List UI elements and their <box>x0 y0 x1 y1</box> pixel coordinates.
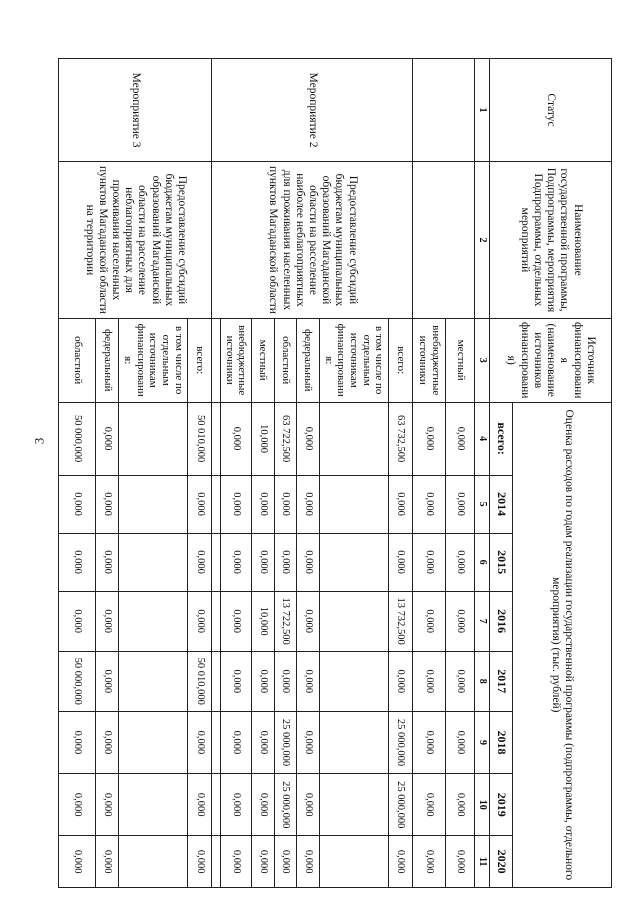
value-cell: 0,000 <box>96 533 119 591</box>
value-cell: 0,000 <box>297 836 320 888</box>
value-cell: 50 000,000 <box>59 402 96 475</box>
value-cell: 0,000 <box>413 711 446 773</box>
column-number: 5 <box>475 475 489 533</box>
header-status: Статус <box>489 59 611 162</box>
value-cell <box>119 591 188 651</box>
value-cell: 0,000 <box>413 836 446 888</box>
value-cell: 25 000,000 <box>274 774 297 836</box>
value-cell: 0,000 <box>220 475 251 533</box>
source-cell: в том числе по отдельным источникам финансирования: <box>320 318 389 402</box>
value-cell <box>212 533 220 591</box>
table-row <box>446 59 475 888</box>
value-cell: 0,000 <box>446 711 475 773</box>
value-cell: 0,000 <box>59 533 96 591</box>
value-cell: 0,000 <box>96 836 119 888</box>
value-cell <box>320 836 389 888</box>
value-cell: 0,000 <box>297 651 320 711</box>
source-cell: всего: <box>187 318 212 402</box>
value-cell: 0,000 <box>251 533 274 591</box>
value-cell: 0,000 <box>274 533 297 591</box>
value-cell: 13 722,500 <box>274 591 297 651</box>
header-total: всего: <box>489 402 512 475</box>
header-year: 2020 <box>489 836 512 888</box>
column-number: 3 <box>475 318 489 402</box>
value-cell: 50 010,000 <box>187 651 212 711</box>
value-cell: 0,000 <box>413 774 446 836</box>
value-cell: 0,000 <box>297 711 320 773</box>
value-cell: 50 010,000 <box>187 402 212 475</box>
column-number: 7 <box>475 591 489 651</box>
value-cell: 0,000 <box>297 533 320 591</box>
value-cell <box>320 711 389 773</box>
value-cell <box>119 402 188 475</box>
value-cell: 0,000 <box>96 711 119 773</box>
value-cell: 0,000 <box>220 774 251 836</box>
value-cell <box>119 836 188 888</box>
value-cell: 0,000 <box>59 836 96 888</box>
value-cell: 0,000 <box>96 591 119 651</box>
value-cell: 0,000 <box>297 774 320 836</box>
value-cell: 0,000 <box>59 475 96 533</box>
value-cell: 0,000 <box>96 402 119 475</box>
column-number-row <box>475 59 489 888</box>
value-cell: 63 732,500 <box>388 402 413 475</box>
header-year: 2018 <box>489 711 512 773</box>
value-cell: 0,000 <box>297 591 320 651</box>
value-cell <box>212 475 220 533</box>
table-row <box>388 59 413 888</box>
value-cell: 0,000 <box>220 533 251 591</box>
value-cell <box>119 711 188 773</box>
name-cell: Предоставление субсидий бюджетам муниципальных образований Магаданской области на расселение наиболее неблагоприятных для проживания населенных пунктов Магаданской области <box>212 162 413 319</box>
value-cell: 0,000 <box>251 836 274 888</box>
value-cell: 25 000,000 <box>388 774 413 836</box>
value-cell <box>119 533 188 591</box>
value-cell: 0,000 <box>251 774 274 836</box>
value-cell: 0,000 <box>220 711 251 773</box>
page-number: 3 <box>31 437 47 445</box>
value-cell <box>212 774 220 836</box>
status-cell: Мероприятие 2 <box>212 59 413 162</box>
status-cell <box>413 59 475 162</box>
column-number: 10 <box>475 774 489 836</box>
value-cell: 0,000 <box>446 475 475 533</box>
budget-table <box>58 58 612 888</box>
value-cell: 0,000 <box>187 533 212 591</box>
value-cell: 0,000 <box>297 475 320 533</box>
source-cell: федеральный <box>96 318 119 402</box>
value-cell: 0,000 <box>446 774 475 836</box>
value-cell: 10,000 <box>251 402 274 475</box>
value-cell: 25 000,000 <box>388 711 413 773</box>
value-cell: 0,000 <box>413 591 446 651</box>
column-number: 2 <box>475 162 489 319</box>
column-number: 9 <box>475 711 489 773</box>
value-cell: 0,000 <box>59 591 96 651</box>
value-cell <box>212 651 220 711</box>
value-cell: 0,000 <box>96 774 119 836</box>
header-name: Наименование государственной программы, Подпрограммы, мероприятия Подпрограммы, отдельных мероприятий <box>489 162 611 319</box>
value-cell: 0,000 <box>251 711 274 773</box>
value-cell: 0,000 <box>446 651 475 711</box>
value-cell: 0,000 <box>274 836 297 888</box>
column-number: 8 <box>475 651 489 711</box>
header-year: 2019 <box>489 774 512 836</box>
source-cell: местный <box>251 318 274 402</box>
value-cell <box>320 533 389 591</box>
source-cell: федеральный <box>297 318 320 402</box>
value-cell: 0,000 <box>446 591 475 651</box>
table-row <box>187 59 212 888</box>
value-cell: 0,000 <box>388 475 413 533</box>
source-cell: местный <box>446 318 475 402</box>
value-cell: 0,000 <box>59 711 96 773</box>
value-cell: 0,000 <box>187 711 212 773</box>
value-cell <box>212 711 220 773</box>
value-cell: 0,000 <box>388 651 413 711</box>
header-source: Источник финансирования (наименование источников финансирования) <box>489 318 611 402</box>
header-estimate: Оценка расходов по годам реализации государственной программы (подпрограммы, отдельного мероприятия) (тыс. рублей) <box>512 402 611 887</box>
value-cell <box>119 774 188 836</box>
source-cell <box>212 318 220 402</box>
value-cell: 0,000 <box>59 774 96 836</box>
value-cell: 0,000 <box>96 475 119 533</box>
header-year: 2016 <box>489 591 512 651</box>
value-cell: 0,000 <box>251 475 274 533</box>
column-number: 1 <box>475 59 489 162</box>
value-cell <box>212 591 220 651</box>
value-cell: 0,000 <box>413 533 446 591</box>
value-cell: 0,000 <box>413 475 446 533</box>
value-cell: 0,000 <box>187 774 212 836</box>
rotated-table-container <box>58 58 612 888</box>
value-cell <box>212 836 220 888</box>
value-cell: 10,000 <box>251 591 274 651</box>
value-cell: 0,000 <box>220 591 251 651</box>
value-cell: 50 000,000 <box>59 651 96 711</box>
header-row <box>512 59 611 888</box>
value-cell: 0,000 <box>251 651 274 711</box>
source-cell: внебюджетные источники <box>413 318 446 402</box>
header-year: 2017 <box>489 651 512 711</box>
value-cell <box>119 651 188 711</box>
value-cell: 0,000 <box>187 836 212 888</box>
value-cell: 25 000,000 <box>274 711 297 773</box>
value-cell: 63 722,500 <box>274 402 297 475</box>
value-cell <box>320 651 389 711</box>
value-cell: 0,000 <box>297 402 320 475</box>
source-cell: всего: <box>388 318 413 402</box>
source-cell: областной <box>59 318 96 402</box>
value-cell <box>320 774 389 836</box>
source-cell: в том числе по отдельным источникам финансирования: <box>119 318 188 402</box>
column-number: 6 <box>475 533 489 591</box>
value-cell: 0,000 <box>388 533 413 591</box>
source-cell: внебюджетные источники <box>220 318 251 402</box>
value-cell: 0,000 <box>274 651 297 711</box>
value-cell: 0,000 <box>220 651 251 711</box>
header-year: 2015 <box>489 533 512 591</box>
value-cell: 0,000 <box>446 402 475 475</box>
column-number: 11 <box>475 836 489 888</box>
value-cell: 0,000 <box>96 651 119 711</box>
value-cell: 0,000 <box>446 533 475 591</box>
value-cell <box>119 475 188 533</box>
value-cell <box>320 591 389 651</box>
value-cell: 0,000 <box>187 591 212 651</box>
source-cell: областной <box>274 318 297 402</box>
value-cell: 13 732,500 <box>388 591 413 651</box>
name-cell: Предоставление субсидий бюджетам муниципальных образований Магаданской области на расселение неблагоприятных для проживания населенных пунктов Магаданской области на территории <box>59 162 212 319</box>
value-cell: 0,000 <box>388 836 413 888</box>
value-cell: 0,000 <box>220 836 251 888</box>
value-cell: 0,000 <box>220 402 251 475</box>
value-cell: 0,000 <box>446 836 475 888</box>
name-cell <box>413 162 475 319</box>
value-cell <box>320 475 389 533</box>
header-year: 2014 <box>489 475 512 533</box>
value-cell <box>212 402 220 475</box>
value-cell: 0,000 <box>274 475 297 533</box>
column-number: 4 <box>475 402 489 475</box>
value-cell: 0,000 <box>413 402 446 475</box>
value-cell: 0,000 <box>413 651 446 711</box>
value-cell: 0,000 <box>187 475 212 533</box>
value-cell <box>320 402 389 475</box>
status-cell: Мероприятие 3 <box>59 59 212 162</box>
